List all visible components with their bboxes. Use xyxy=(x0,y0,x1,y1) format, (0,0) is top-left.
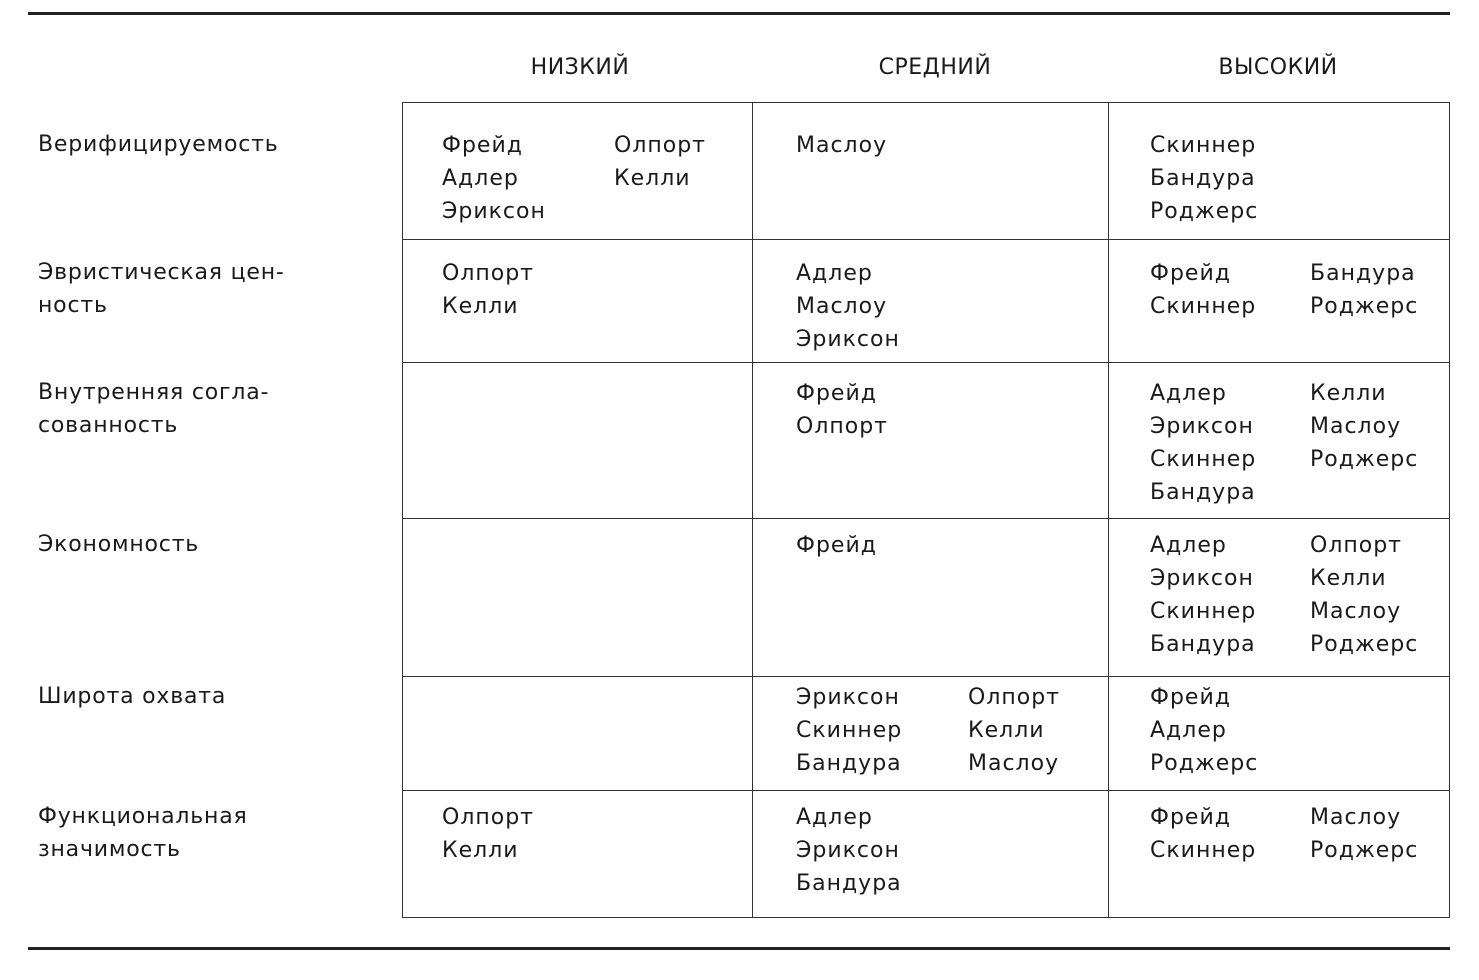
theorist-name: Скиннер xyxy=(1150,294,1257,319)
theorist-name: Маслоу xyxy=(796,294,888,319)
theorist-name: Адлер xyxy=(1150,533,1227,558)
theorist-name: Роджерс xyxy=(1310,632,1419,657)
cell-high-names xyxy=(1150,801,1256,867)
theorist-name: Эриксон xyxy=(796,327,900,352)
theorist-name: Адлер xyxy=(796,261,873,286)
theorist-name: Эриксон xyxy=(796,838,900,863)
cell-high-names xyxy=(1310,801,1418,867)
theorist-name: Келли xyxy=(442,294,519,319)
cell-high-names xyxy=(1310,257,1418,323)
theorist-name: Скиннер xyxy=(1150,133,1257,158)
row-label xyxy=(38,256,358,322)
theorist-name: Фрейд xyxy=(1150,685,1231,710)
cell-high-names xyxy=(1150,129,1258,228)
row-label-line: Широта охвата xyxy=(38,684,227,709)
theorist-name: Маслоу xyxy=(1310,414,1402,439)
theorist-name: Бандура xyxy=(1310,261,1416,286)
row-divider xyxy=(402,362,1450,363)
cell-mid-names xyxy=(796,257,900,356)
column-divider xyxy=(752,102,753,918)
theorist-name: Фрейд xyxy=(1150,261,1231,286)
cell-mid-names xyxy=(968,681,1060,780)
row-label-line: сованность xyxy=(38,413,179,438)
cell-low-names xyxy=(442,801,534,867)
theorist-name: Бандура xyxy=(1150,632,1256,657)
theorist-name: Маслоу xyxy=(796,133,888,158)
row-label xyxy=(38,376,358,442)
cell-mid-names xyxy=(796,377,888,443)
theorist-name: Эриксон xyxy=(1150,414,1254,439)
row-label-line: Внутренняя согла- xyxy=(38,380,270,405)
theorist-name: Маслоу xyxy=(968,751,1060,776)
theorist-name: Бандура xyxy=(1150,166,1256,191)
cell-low-names xyxy=(442,129,546,228)
row-label-line: Экономность xyxy=(38,532,200,557)
theorist-name: Келли xyxy=(1310,566,1387,591)
theorist-name: Келли xyxy=(1310,381,1387,406)
cell-mid-names xyxy=(796,529,877,562)
theorist-name: Роджерс xyxy=(1150,199,1259,224)
theorist-name: Фрейд xyxy=(1150,805,1231,830)
theorist-name: Скиннер xyxy=(1150,447,1257,472)
theorist-name: Келли xyxy=(968,718,1045,743)
theorist-name: Олпорт xyxy=(442,805,535,830)
row-label xyxy=(38,128,358,161)
cell-low-names xyxy=(442,257,534,323)
top-rule xyxy=(28,12,1450,15)
theorist-name: Адлер xyxy=(1150,381,1227,406)
theorist-name: Адлер xyxy=(1150,718,1227,743)
row-label-line: Эвристическая цен- xyxy=(38,260,285,285)
row-label-line: Функциональная xyxy=(38,804,248,829)
theorist-name: Эриксон xyxy=(442,199,546,224)
theorist-name: Роджерс xyxy=(1310,294,1419,319)
cell-high-names xyxy=(1150,257,1256,323)
theorist-name: Олпорт xyxy=(614,133,707,158)
theorist-name: Келли xyxy=(614,166,691,191)
theorist-name: Олпорт xyxy=(968,685,1061,710)
row-label xyxy=(38,800,358,866)
cell-high-names xyxy=(1150,377,1256,509)
theorist-name: Эриксон xyxy=(1150,566,1254,591)
theorist-name: Скиннер xyxy=(1150,599,1257,624)
theorist-name: Олпорт xyxy=(1310,533,1403,558)
theorist-name: Адлер xyxy=(796,805,873,830)
theorist-name: Олпорт xyxy=(442,261,535,286)
cell-mid-names xyxy=(796,681,902,780)
ratings-table-frame xyxy=(402,102,1450,918)
cell-high-names xyxy=(1150,529,1256,661)
theorist-name: Роджерс xyxy=(1310,447,1419,472)
cell-high-names xyxy=(1310,377,1418,476)
cell-mid-names xyxy=(796,129,887,162)
cell-low-names xyxy=(614,129,706,195)
theorist-name: Фрейд xyxy=(796,381,877,406)
theorist-name: Скиннер xyxy=(796,718,903,743)
theorist-name: Фрейд xyxy=(442,133,523,158)
row-label xyxy=(38,528,358,561)
row-label-line: ность xyxy=(38,293,108,318)
cell-high-names xyxy=(1310,529,1418,661)
theorist-name: Роджерс xyxy=(1150,751,1259,776)
theorist-name: Адлер xyxy=(442,166,519,191)
column-header-low: НИЗКИЙ xyxy=(530,55,630,80)
theorist-name: Бандура xyxy=(796,751,902,776)
theorist-name: Бандура xyxy=(796,871,902,896)
theorist-name: Эриксон xyxy=(796,685,900,710)
row-divider xyxy=(402,790,1450,791)
row-divider xyxy=(402,518,1450,519)
column-header-high: ВЫСОКИЙ xyxy=(1218,55,1338,80)
column-header-mid: СРЕДНИЙ xyxy=(878,55,992,80)
theorist-name: Маслоу xyxy=(1310,805,1402,830)
column-divider xyxy=(1108,102,1109,918)
row-divider xyxy=(402,239,1450,240)
row-label-line: значимость xyxy=(38,837,181,862)
cell-high-names xyxy=(1150,681,1258,780)
theorist-name: Келли xyxy=(442,838,519,863)
theorist-name: Фрейд xyxy=(796,533,877,558)
theorist-name: Маслоу xyxy=(1310,599,1402,624)
cell-mid-names xyxy=(796,801,902,900)
row-divider xyxy=(402,676,1450,677)
theorist-name: Скиннер xyxy=(1150,838,1257,863)
bottom-rule xyxy=(28,947,1450,950)
theorist-name: Бандура xyxy=(1150,480,1256,505)
theorist-name: Олпорт xyxy=(796,414,889,439)
row-label-line: Верифицируемость xyxy=(38,132,279,157)
theorist-name: Роджерс xyxy=(1310,838,1419,863)
row-label xyxy=(38,680,358,713)
